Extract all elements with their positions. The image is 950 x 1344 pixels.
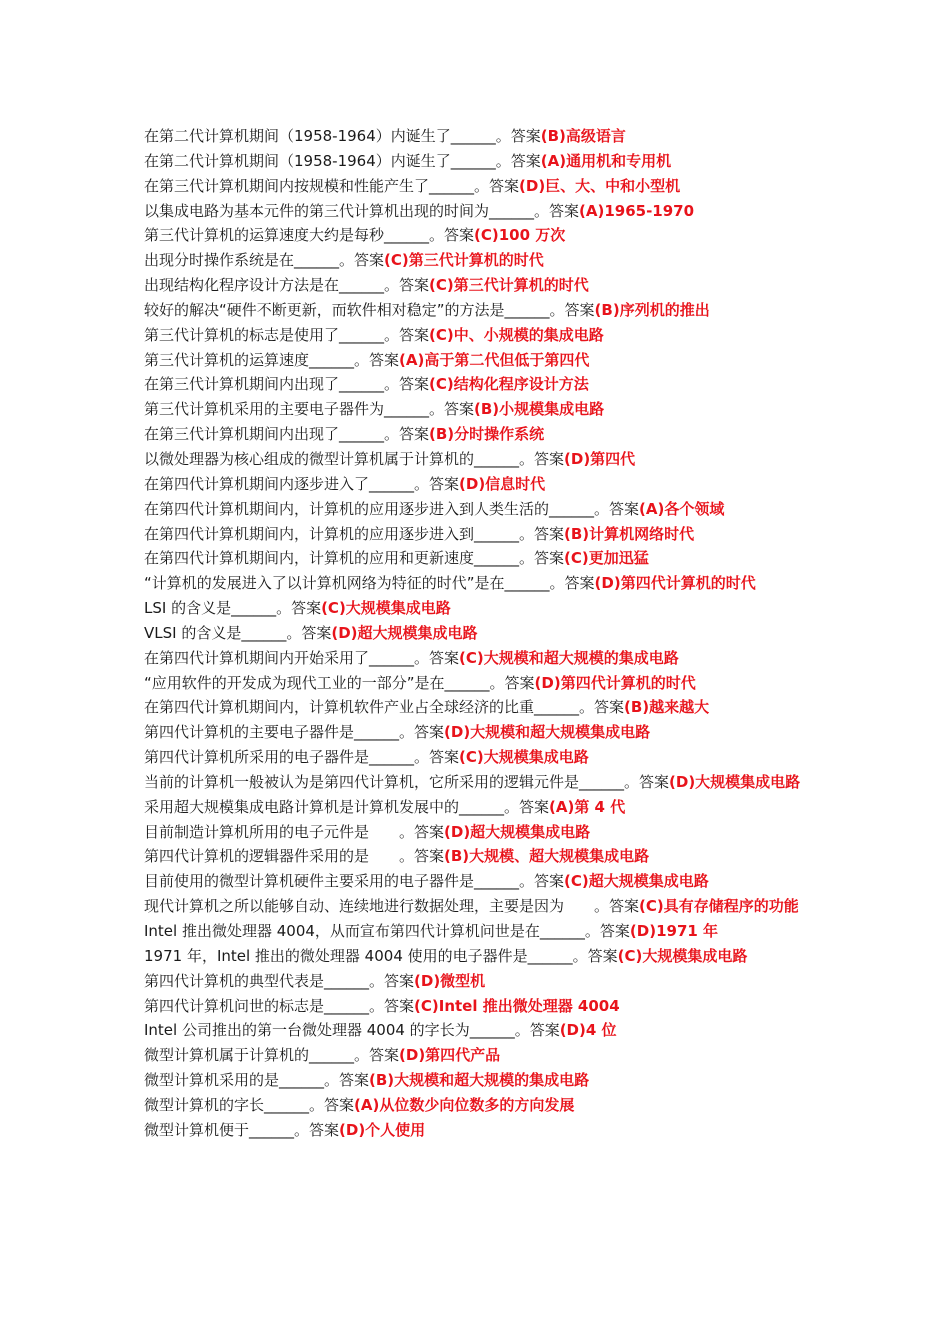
qa-line: [144, 124, 812, 149]
answer-text: (D)超大规模集成电路: [444, 822, 591, 841]
answer-text: (D)第四代计算机的时代: [594, 574, 756, 593]
qa-line: [144, 497, 812, 522]
answer-text: (D)超大规模集成电路: [331, 623, 478, 642]
answer-text: (D)1971 年: [629, 922, 719, 940]
answer-text: (D)第四代产品: [399, 1046, 501, 1065]
question-text: Intel 推出微处理器 4004，从而宣布第四代计算机问世是在______。答案: [144, 922, 630, 940]
qa-line: [144, 844, 812, 869]
qa-line: [144, 795, 812, 820]
answer-text: (C)100 万次: [474, 226, 566, 245]
qa-line: [144, 695, 812, 720]
answer-text: (D)个人使用: [339, 1120, 426, 1139]
qa-line: [144, 571, 812, 596]
answer-text: (D)第四代计算机的时代: [534, 673, 696, 692]
answer-text: (C)中、小规模的集成电路: [429, 325, 604, 344]
qa-line: [144, 1043, 812, 1068]
question-text: 第四代计算机问世的标志是______。答案: [144, 996, 415, 1015]
question-text: 在第三代计算机期间内按规模和性能产生了______。答案: [144, 176, 520, 195]
qa-line: [144, 969, 812, 994]
qa-line: [144, 770, 812, 795]
answer-text: (C)Intel 推出微处理器 4004: [414, 996, 620, 1015]
question-text: 出现结构化程序设计方法是在______。答案: [144, 276, 430, 295]
question-text: 在第三代计算机期间内出现了______。答案: [144, 425, 430, 444]
question-text: 微型计算机采用的是______。答案: [144, 1071, 370, 1090]
question-text: 第四代计算机的典型代表是______。答案: [144, 971, 415, 990]
qa-line: [144, 944, 812, 969]
qa-line: [144, 372, 812, 397]
qa-line: [144, 149, 812, 174]
answer-text: (B)大规模、超大规模集成电路: [444, 847, 650, 866]
qa-line: [144, 596, 812, 621]
qa-line: [144, 671, 812, 696]
answer-text: (D)大规模集成电路: [669, 772, 801, 791]
qa-line: [144, 199, 812, 224]
answer-text: (A)从位数少向位数多的方向发展: [354, 1095, 575, 1114]
answer-text: (B)计算机网络时代: [564, 524, 695, 543]
question-text: 微型计算机属于计算机的______。答案: [144, 1046, 400, 1065]
answer-text: (A)通用机和专用机: [540, 151, 672, 170]
question-text: 第四代计算机的主要电子器件是______。答案: [144, 723, 445, 742]
answer-text: (C)第三代计算机的时代: [429, 276, 589, 295]
qa-line: [144, 720, 812, 745]
qa-line: [144, 546, 812, 571]
question-text: 以微处理器为核心组成的微型计算机属于计算机的______。答案: [144, 449, 565, 468]
question-text: 第三代计算机的运算速度______。答案: [144, 350, 400, 369]
answer-text: (D)大规模和超大规模集成电路: [444, 723, 651, 742]
question-text: 现代计算机之所以能够自动、连续地进行数据处理，主要是因为 。答案: [144, 897, 640, 916]
answer-text: (A)高于第二代但低于第四代: [399, 350, 590, 369]
question-text: 在第四代计算机期间内，计算机的应用和更新速度______。答案: [144, 549, 565, 568]
question-text: 在第二代计算机期间（1958-1964）内诞生了______。答案: [144, 151, 541, 170]
qa-line: [144, 323, 812, 348]
answer-text: (B)大规模和超大规模的集成电路: [369, 1071, 590, 1090]
qa-line: [144, 745, 812, 770]
qa-line: [144, 472, 812, 497]
qa-line: [144, 1068, 812, 1093]
qa-line: [144, 1093, 812, 1118]
qa-line: [144, 820, 812, 845]
question-text: 当前的计算机一般被认为是第四代计算机，它所采用的逻辑元件是______。答案: [144, 772, 670, 791]
question-text: 第三代计算机的运算速度大约是每秒______。答案: [144, 226, 475, 245]
qa-line: [144, 1118, 812, 1143]
answer-text: (B)越来越大: [624, 698, 710, 717]
answer-text: (B)小规模集成电路: [474, 400, 605, 419]
question-text: 微型计算机的字长______。答案: [144, 1095, 355, 1114]
question-text: 采用超大规模集成电路计算机是计算机发展中的______。答案: [144, 797, 550, 816]
answer-text: (D)4 位: [559, 1021, 617, 1040]
question-text: 在第四代计算机期间内，计算机的应用逐步进入到______。答案: [144, 524, 565, 543]
question-text: 较好的解决“硬件不断更新，而软件相对稳定”的方法是______。答案: [144, 300, 595, 319]
question-text: 微型计算机便于______。答案: [144, 1120, 340, 1139]
answer-text: (C)超大规模集成电路: [564, 872, 709, 891]
question-text: LSI 的含义是______。答案: [144, 599, 322, 618]
qa-line: [144, 298, 812, 323]
question-text: 在第二代计算机期间（1958-1964）内诞生了______。答案: [144, 127, 541, 145]
question-text: 目前使用的微型计算机硬件主要采用的电子器件是______。答案: [144, 872, 565, 891]
qa-line: [144, 621, 812, 646]
question-text: 目前制造计算机所用的电子元件是 。答案: [144, 822, 445, 841]
question-text: 在第三代计算机期间内出现了______。答案: [144, 375, 430, 394]
qa-line: [144, 422, 812, 447]
answer-text: (C)大规模集成电路: [321, 599, 451, 618]
question-text: 在第四代计算机期间内，计算机软件产业占全球经济的比重______。答案: [144, 698, 625, 717]
answer-text: (C)大规模和超大规模的集成电路: [459, 648, 679, 667]
qa-line: [144, 273, 812, 298]
answer-text: (A)第 4 代: [549, 797, 626, 816]
answer-text: (C)第三代计算机的时代: [384, 251, 544, 270]
answer-text: (C)具有存储程序的功能: [639, 897, 799, 916]
question-text: 出现分时操作系统是在______。答案: [144, 251, 385, 270]
question-text: 1971 年，Intel 推出的微处理器 4004 使用的电子器件是______。答案: [144, 946, 618, 965]
question-text: 第四代计算机所采用的电子器件是______。答案: [144, 748, 460, 767]
answer-text: (A)各个领域: [639, 499, 725, 518]
answer-text: (D)信息时代: [459, 474, 546, 493]
qa-line: [144, 646, 812, 671]
answer-text: (C)大规模集成电路: [617, 946, 748, 965]
qa-line: [144, 248, 812, 273]
answer-text: (A)1965-1970: [579, 201, 695, 220]
question-text: VLSI 的含义是______。答案: [144, 623, 332, 642]
question-text: 在第四代计算机期间内逐步进入了______。答案: [144, 474, 460, 493]
qa-line: [144, 994, 812, 1019]
answer-text: (D)微型机: [414, 971, 486, 990]
answer-text: (C)大规模集成电路: [459, 748, 589, 767]
qa-line: [144, 174, 812, 199]
question-text: 在第四代计算机期间内开始采用了______。答案: [144, 648, 460, 667]
question-text: Intel 公司推出的第一台微处理器 4004 的字长为______。答案: [144, 1021, 560, 1040]
question-text: 第三代计算机采用的主要电子器件为______。答案: [144, 400, 475, 419]
qa-line: [144, 894, 812, 919]
qa-line: [144, 223, 812, 248]
qa-line: [144, 522, 812, 547]
question-text: “应用软件的开发成为现代工业的一部分”是在______。答案: [144, 673, 535, 692]
question-text: 以集成电路为基本元件的第三代计算机出现的时间为______。答案: [144, 201, 580, 220]
answer-text: (B)分时操作系统: [429, 425, 545, 444]
question-text: 第三代计算机的标志是使用了______。答案: [144, 325, 430, 344]
qa-line: [144, 919, 812, 944]
answer-text: (C)更加迅猛: [564, 549, 649, 568]
answer-text: (C)结构化程序设计方法: [429, 375, 589, 394]
answer-text: (D)第四代: [564, 449, 636, 468]
question-text: 第四代计算机的逻辑器件采用的是 。答案: [144, 847, 445, 866]
answer-text: (B)高级语言: [540, 127, 626, 145]
qa-line: [144, 869, 812, 894]
qa-line: [144, 1018, 812, 1043]
qa-line: [144, 397, 812, 422]
question-text: “计算机的发展进入了以计算机网络为特征的时代”是在______。答案: [144, 574, 595, 593]
qa-line: [144, 447, 812, 472]
question-answer-list: [144, 124, 812, 1143]
qa-line: [144, 348, 812, 373]
question-text: 在第四代计算机期间内，计算机的应用逐步进入到人类生活的______。答案: [144, 499, 640, 518]
answer-text: (B)序列机的推出: [594, 300, 710, 319]
answer-text: (D)巨、大、中和小型机: [519, 176, 681, 195]
